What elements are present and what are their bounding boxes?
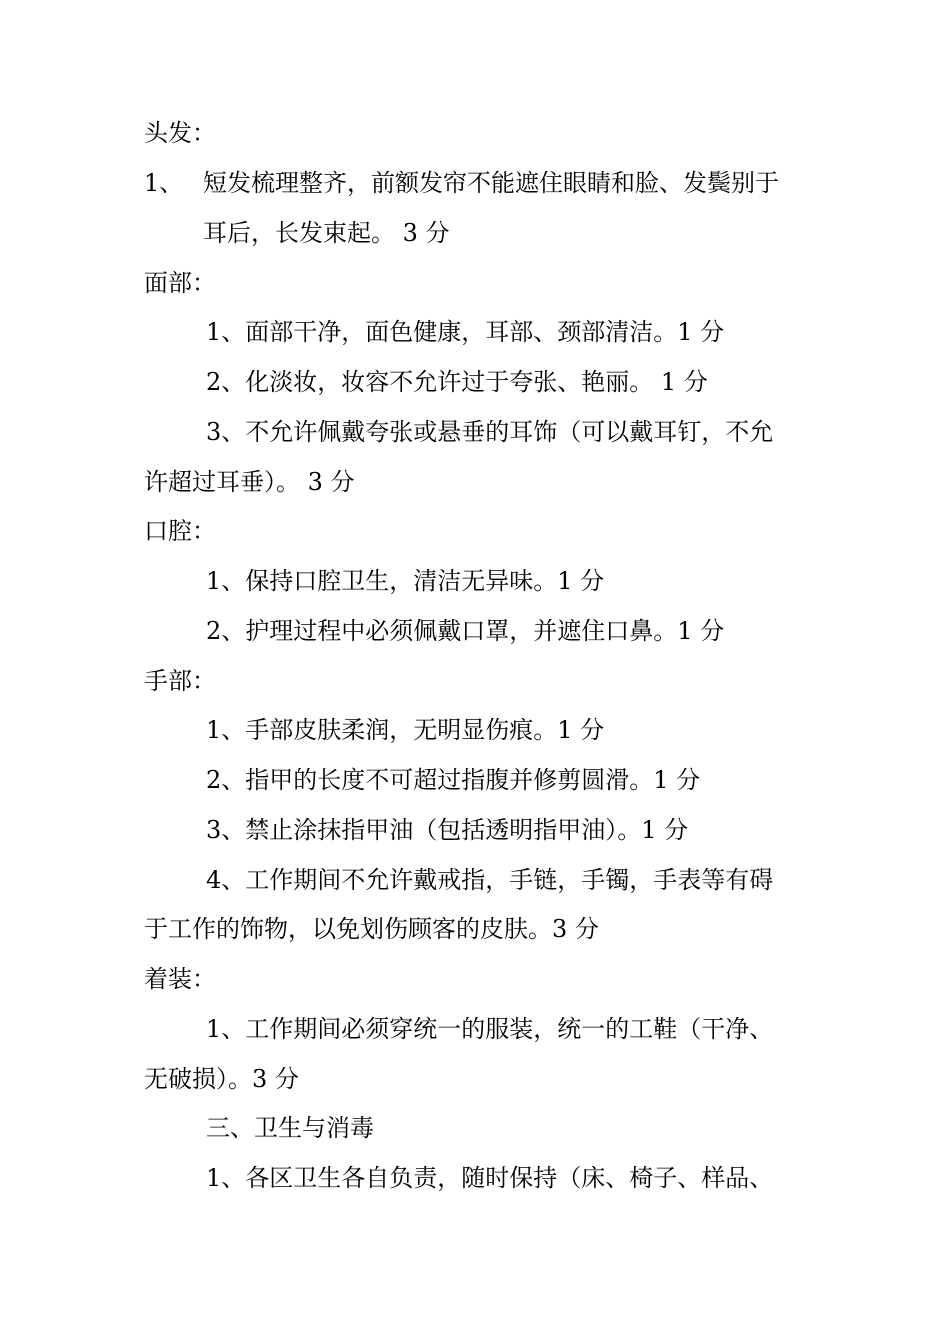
paragraph-line: 1、各区卫生各自负责，随时保持（床、椅子、样品、	[206, 1164, 774, 1192]
paragraph-line: 短发梳理整齐，前额发帘不能遮住眼睛和脸、发鬓别于	[203, 169, 779, 197]
paragraph-line: 2、指甲的长度不可超过指腹并修剪圆滑。1 分	[206, 766, 701, 794]
paragraph-line: 许超过耳垂）。 3 分	[144, 468, 355, 496]
paragraph-line: 4、工作期间不允许戴戒指，手链，手镯，手表等有碍	[206, 866, 774, 894]
section-heading-mouth: 口腔：	[144, 517, 216, 545]
paragraph-line: 3、不允许佩戴夸张或悬垂的耳饰（可以戴耳钉，不允	[206, 418, 774, 446]
paragraph-line: 1、保持口腔卫生，清洁无异味。1 分	[206, 567, 605, 595]
section-heading-hair: 头发：	[144, 119, 216, 147]
section-heading-face: 面部：	[144, 269, 216, 297]
paragraph-line: 无破损）。3 分	[144, 1065, 299, 1093]
paragraph-line: 3、禁止涂抹指甲油（包括透明指甲油）。1 分	[206, 816, 689, 844]
paragraph-line: 1、面部干净，面色健康，耳部、颈部清洁。1 分	[206, 318, 725, 346]
paragraph-line: 耳后，长发束起。 3 分	[203, 219, 450, 247]
section-heading-hygiene: 三、卫生与消毒	[206, 1114, 374, 1142]
paragraph-line: 2、护理过程中必须佩戴口罩，并遮住口鼻。1 分	[206, 617, 725, 645]
paragraph-line: 1、手部皮肤柔润，无明显伤痕。1 分	[206, 716, 605, 744]
section-heading-attire: 着装：	[144, 965, 216, 993]
paragraph-line: 2、化淡妆，妆容不允许过于夸张、艳丽。 1 分	[206, 368, 708, 396]
paragraph-line: 于工作的饰物，以免划伤顾客的皮肤。3 分	[144, 915, 599, 943]
paragraph-line: 1、工作期间必须穿统一的服装，统一的工鞋（干净、	[206, 1015, 774, 1043]
section-heading-hands: 手部：	[144, 667, 216, 695]
list-number: 1、	[144, 169, 184, 197]
